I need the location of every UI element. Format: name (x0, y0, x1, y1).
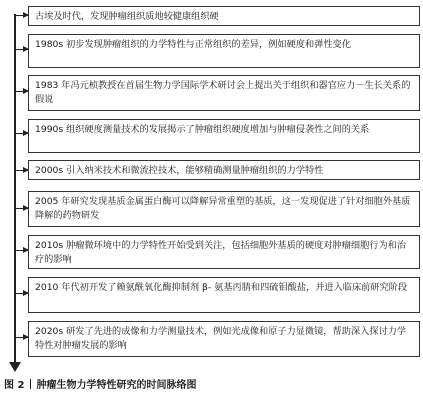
event-text: 2020s 研发了先进的成像和力学测量技术，例如光成像和原子力显微镜，帮助深入探讨力学特性对肿瘤发展的影响 (35, 326, 407, 351)
event-text: 1983 年冯元桢教授在首届生物力学国际学术研讨会上提出关于组织和器官应力－生长关系的假说 (35, 80, 411, 105)
event-text: 2010s 肿瘤微环境中的力学特性开始受到关注，包括细胞外基质的硬度对肿瘤细胞行为和治疗的影响 (35, 240, 407, 265)
connector-arrow-icon (15, 170, 28, 171)
event-text: 2005 年研究发现基质金属蛋白酶可以降解异常重塑的基质，这一发现促进了针对细胞外基质降解的药物研发 (35, 196, 411, 221)
connector-arrow-icon (15, 208, 28, 209)
timeline-axis (14, 14, 16, 367)
event-text: 2000s 引入纳米技术和微流控技术，能够精确测量肿瘤组织的力学特性 (35, 165, 324, 176)
timeline-event (28, 277, 420, 313)
figure-caption (4, 376, 196, 391)
timeline-event (28, 321, 420, 357)
connector-arrow-icon (15, 91, 28, 92)
timeline-event (28, 235, 420, 269)
event-text: 1980s 初步发现肿瘤组织的力学特性与正常组织的差异，例如硬度和弹性变化 (35, 39, 351, 50)
connector-arrow-icon (15, 293, 28, 294)
timeline-arrow-icon (9, 362, 21, 372)
event-text: 1990s 组织硬度测量技术的发展揭示了肿瘤组织硬度增加与肿瘤侵袭性之间的关系 (35, 124, 370, 135)
timeline-event (28, 75, 420, 111)
timeline-event (28, 34, 420, 68)
connector-arrow-icon (15, 15, 28, 16)
caption-title: 肿瘤生物力学特性研究的时间脉络图 (36, 380, 197, 391)
connector-arrow-icon (15, 337, 28, 338)
timeline-event (28, 119, 420, 153)
connector-arrow-icon (15, 49, 28, 50)
connector-arrow-icon (15, 133, 28, 134)
caption-label: 图 2 (4, 380, 25, 391)
timeline-event (28, 160, 420, 180)
caption-separator (30, 379, 31, 389)
timeline-event (28, 191, 420, 227)
event-text: 古埃及时代，发现肿瘤组织质地较健康组织硬 (35, 11, 219, 22)
timeline-event (28, 6, 420, 26)
event-text: 2010 年代初开发了赖氨酰氧化酶抑制剂 β- 氨基丙腈和四硫钼酸盐，并进入临床前研究阶段 (35, 282, 408, 293)
connector-arrow-icon (15, 250, 28, 251)
